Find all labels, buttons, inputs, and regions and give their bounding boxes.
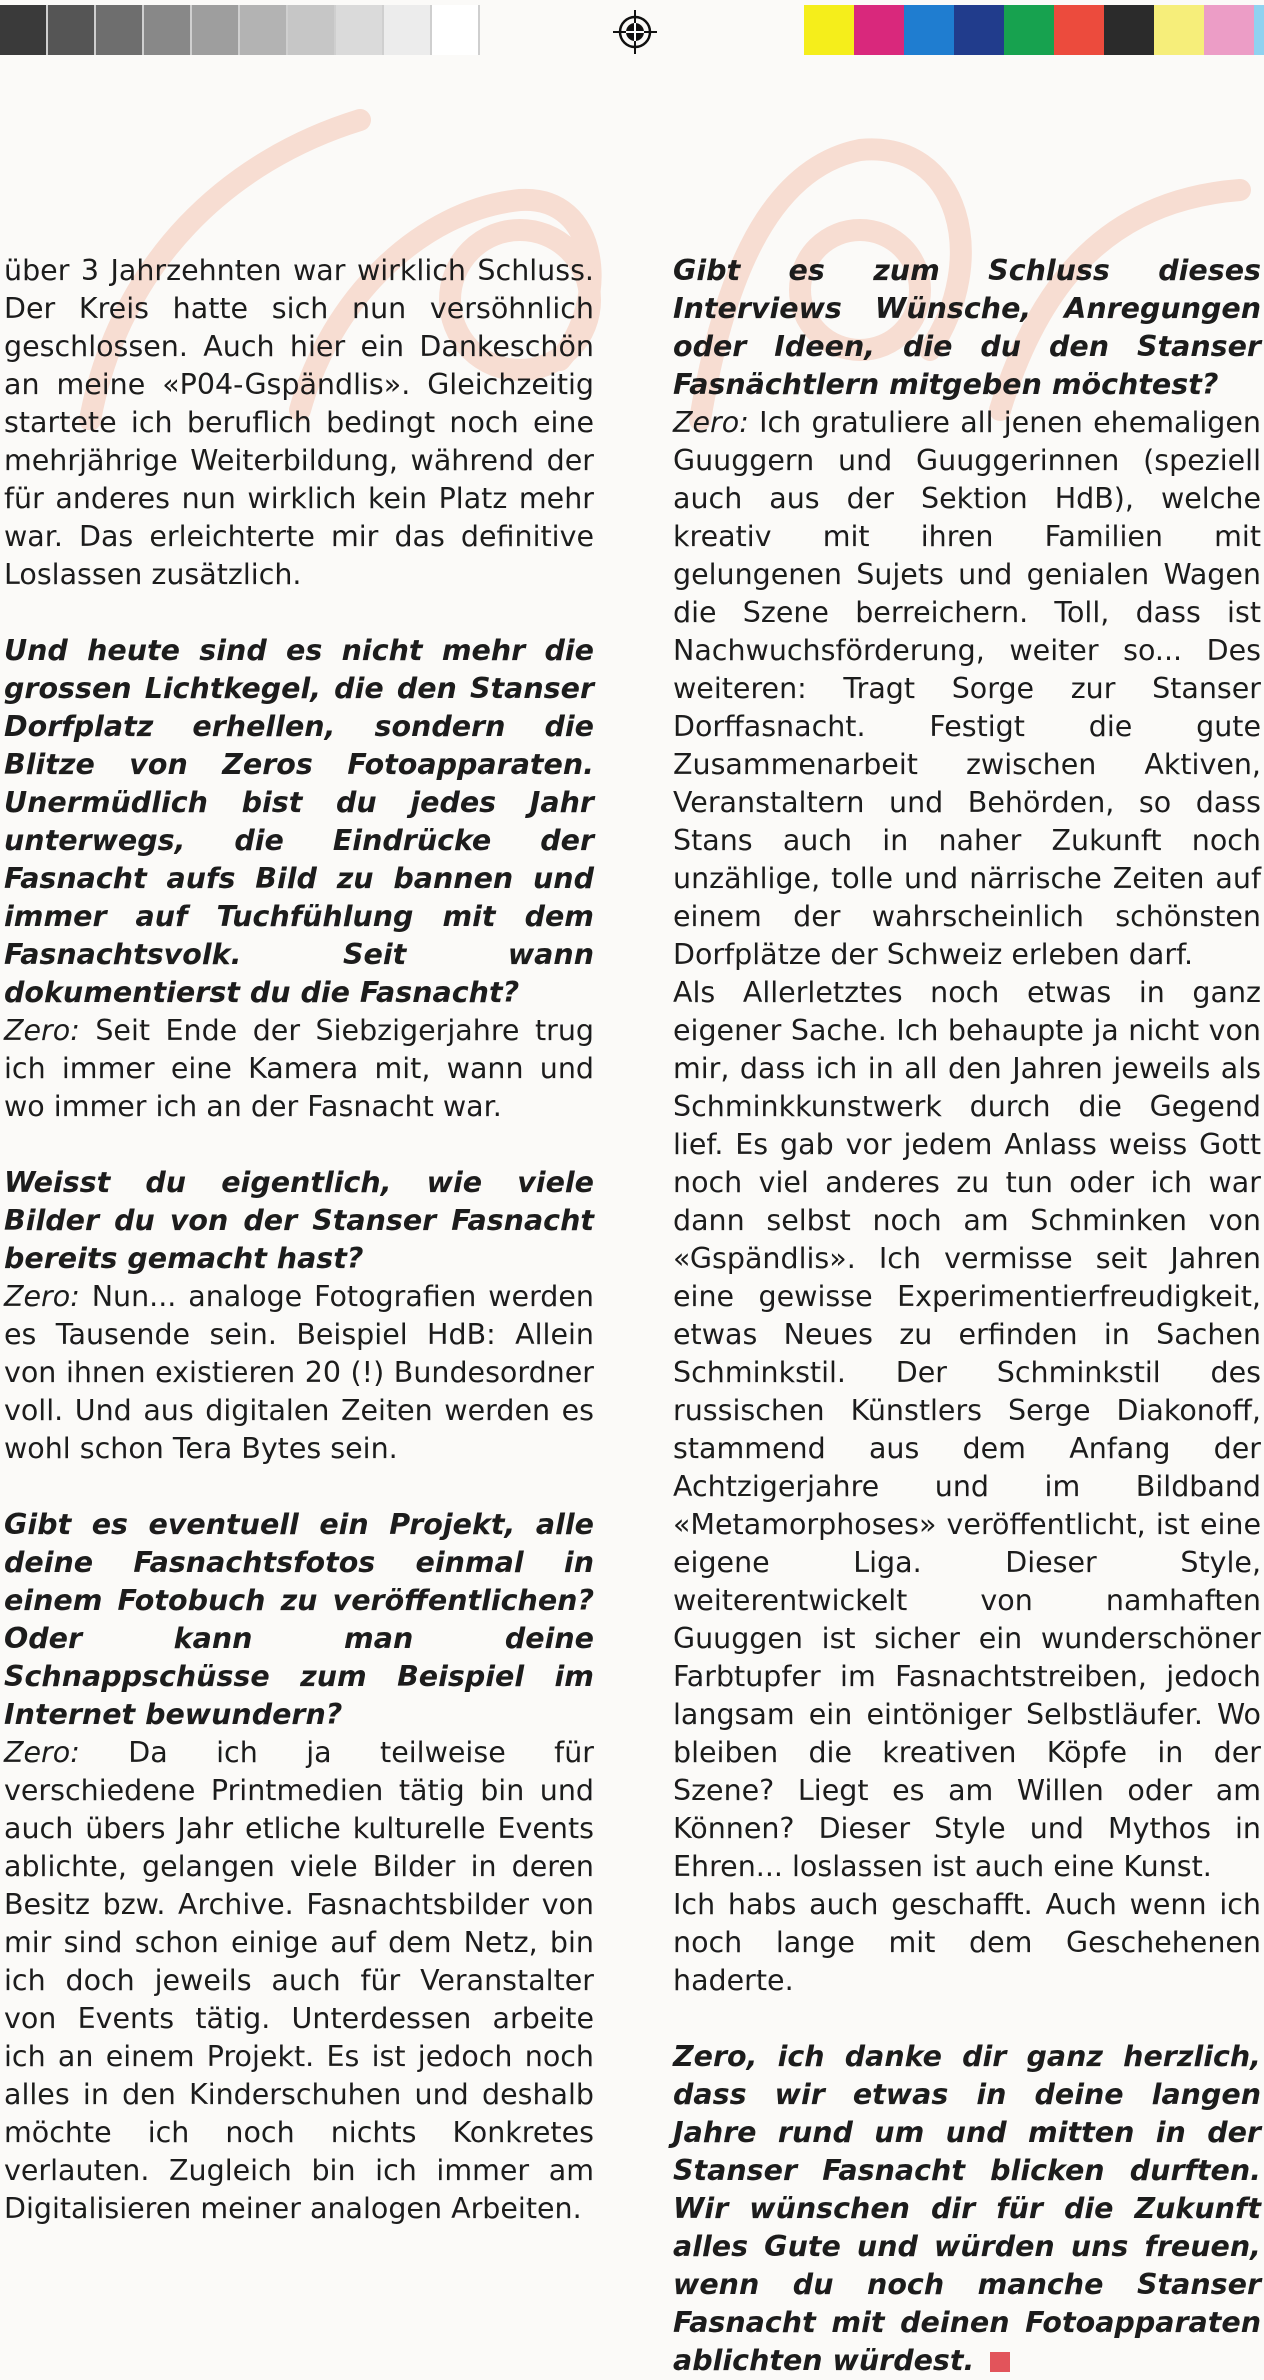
color-patch-swatch [854,5,904,55]
color-patch-swatch [1154,5,1204,55]
color-patch-swatch [1254,5,1264,55]
speaker-label: Zero: [4,1014,80,1047]
gray-step-swatch [48,5,96,55]
gray-step-swatch [384,5,432,55]
speaker-label: Zero: [4,1736,80,1769]
color-patch-swatch [904,5,954,55]
color-patch-swatch [1104,5,1154,55]
gray-step-swatch [144,5,192,55]
registration-mark-icon [613,10,657,54]
end-mark-icon [990,2352,1010,2372]
color-patch-swatch [1004,5,1054,55]
gray-step-swatch [288,5,336,55]
gray-step-swatch [96,5,144,55]
interview-answer [4,1734,594,2228]
answer-paragraph: Ich habs auch geschafft. Auch wenn ich noch lange mit dem Geschehenen haderte. [673,1888,1261,1997]
gray-scale-bar [0,5,480,55]
interview-answer [673,404,1261,974]
left-column [4,252,594,2228]
color-patch-swatch [954,5,1004,55]
answer-text: Ich gratuliere all jenen ehemaligen Guuggern und Guuggerinnen (speziell auch aus der Sektion HdB), welche kreativ mit ihren Familien mit gelungenen Sujets und genialen Wagen die Szene berreichern. Toll, dass ist Nachwuchsförderung, weiter so... Des weiteren: Tragt Sorge zur Stanser Dorffasnacht. Festigt die gute Zusammenarbeit zwischen Aktiven, Veranstaltern und Behörden, so dass Stans auch in naher Zukunft noch unzählige, tolle und närrische Zeiten auf einem der wahrscheinlich schönsten Dorfplätze der Schweiz erleben darf. [673,406,1261,971]
answer-text: Seit Ende der Siebzigerjahre trug ich immer eine Kamera mit, wann und wo immer ich an der Fasnacht war. [4,1014,594,1123]
gray-step-swatch [192,5,240,55]
gray-step-swatch [336,5,384,55]
color-patch-swatch [1204,5,1254,55]
answer-text: Da ich ja teilweise für verschiedene Printmedien tätig bin und auch übers Jahr etliche kulturelle Events ablichte, gelangen viele Bilder in deren Besitz bzw. Archive. Fasnachtsbilder von mir sind schon einige auf dem Netz, bin ich doch jeweils auch für Veranstalter von Events tätig. Unterdessen arbeite ich an einem Projekt. Es ist jedoch noch alles in den Kinderschuhen und deshalb möchte ich noch nichts Konkretes verlauten. Zugleich bin ich immer am Digitalisieren meiner analogen Arbeiten. [4,1736,594,2225]
interview-question: Gibt es zum Schluss dieses Interviews Wünsche, Anregungen oder Ideen, die du den Stanser Fasnächtlern mitgeben möchtest? [673,254,1261,401]
color-patch-swatch [1054,5,1104,55]
interview-question: Gibt es eventuell ein Projekt, alle deine Fasnachtsfotos einmal in einem Fotobuch zu veröffentlichen? Oder kann man deine Schnappschüsse zum Beispiel im Internet bewundern? [4,1508,594,1731]
right-column [673,252,1261,2380]
closing-statement [673,2038,1261,2380]
answer-paragraph: Als Allerletztes noch etwas in ganz eigener Sache. Ich behaupte ja nicht von mir, dass ich in all den Jahren jeweils als Schminkkunstwerk durch die Gegend lief. Es gab vor jedem Anlass weiss Gott noch viel anderes zu tun oder ich war dann selbst noch am Schminken von «Gspändlis». Ich vermisse seit Jahren eine gewisse Experimentierfreudigkeit, etwas Neues zu erfinden in Sachen Schminkstil. Der Schminkstil des russischen Künstlers Serge Diakonoff, stammend aus dem Anfang der Achtzigerjahre und im Bildband «Metamorphoses» veröffentlicht, ist eine eigene Liga. Dieser Style, weiterentwickelt von namhaften Guuggen ist sicher ein wunderschöner Farbtupfer im Fasnachtstreiben, jedoch langsam ein eintöniger Selbstläufer. Wo bleiben die kreativen Köpfe in der Szene? Liegt es am Willen oder am Können? Dieser Style und Mythos in Ehren... loslassen ist auch eine Kunst. [673,976,1261,1883]
gray-step-swatch [0,5,48,55]
answer-text: Nun... analoge Fotografien werden es Tausende sein. Beispiel HdB: Allein von ihnen existieren 20 (!) Bundesordner voll. Und aus digitalen Zeiten werden es wohl schon Tera Bytes sein. [4,1280,594,1465]
speaker-label: Zero: [4,1280,80,1313]
interview-answer [4,1278,594,1468]
color-patch-swatch [804,5,854,55]
speaker-label: Zero: [673,406,749,439]
interview-question: Weisst du eigentlich, wie viele Bilder du von der Stanser Fasnacht bereits gemacht hast? [4,1166,594,1275]
gray-step-swatch [432,5,480,55]
color-calibration-bar [804,5,1264,55]
closing-text: Zero, ich danke dir ganz herzlich, dass wir etwas in deine langen Jahre rund um und mitten in der Stanser Fasnacht blicken durften. Wir wünschen dir für die Zukunft alles Gute und würden uns freuen, wenn du noch manche Stanser Fasnacht mit deinen Fotoapparaten ablichten würdest. [673,2040,1261,2377]
interview-question: Und heute sind es nicht mehr die grossen Lichtkegel, die den Stanser Dorfplatz erhellen, sondern die Blitze von Zeros Fotoapparaten. Unermüdlich bist du jedes Jahr unterwegs, die Eindrücke der Fasnacht aufs Bild zu bannen und immer auf Tuchfühlung mit dem Fasnachtsvolk. Seit wann dokumentierst du die Fasnacht? [4,634,594,1009]
interview-answer [4,1012,594,1126]
answer-paragraph: über 3 Jahrzehnten war wirklich Schluss. Der Kreis hatte sich nun versöhnlich geschlossen. Auch hier ein Dankeschön an meine «P04-Gspändlis». Gleichzeitig startete ich beruflich bedingt noch eine mehrjährige Weiterbildung, während der für anderes nun wirklich kein Platz mehr war. Das erleichterte mir das definitive Loslassen zusätzlich. [4,254,594,591]
gray-step-swatch [240,5,288,55]
